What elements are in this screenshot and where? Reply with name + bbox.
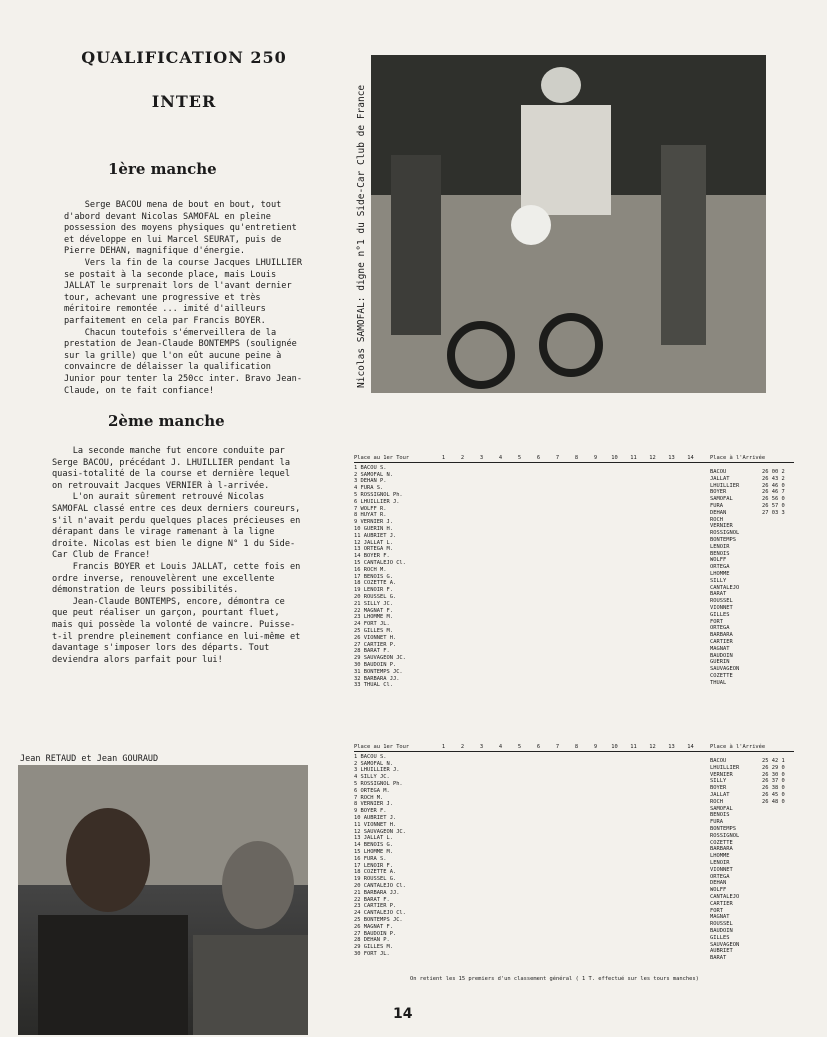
arrival-time: 26 56 0 <box>762 496 785 503</box>
rider-name: 26 MAGNAT F. <box>354 923 393 930</box>
arrival-name: ROSSIGNOL <box>710 832 740 839</box>
arrival-name: ROCH <box>710 516 723 523</box>
arrival-time <box>762 523 802 530</box>
arrival-time <box>762 625 802 632</box>
arrival-time: 26 46 0 <box>762 482 785 489</box>
lap-head: 8 <box>574 455 579 461</box>
arrival-time <box>762 578 802 585</box>
rider-name: 10 GUERIN H. <box>354 525 393 532</box>
arrival-time <box>762 928 802 935</box>
arrival-row <box>710 517 802 524</box>
arrival-row <box>710 612 802 619</box>
arrival-row <box>710 853 802 860</box>
rider-name: 15 LHOMME M. <box>354 848 393 855</box>
photo-2-caption: Jean RETAUD et Jean GOURAUD <box>20 754 159 764</box>
arrival-time <box>762 840 802 847</box>
lap-head: 5 <box>517 744 522 750</box>
rider-name: 33 THUAL Cl. <box>354 682 393 689</box>
rider-name: 11 AUBRIET J. <box>354 532 397 539</box>
page-number: 14 <box>393 1006 413 1022</box>
arrival-time: 26 37 0 <box>762 778 785 785</box>
arrival-time: 26 00 2 <box>762 469 785 475</box>
arrival-name: CARTIER <box>710 900 733 907</box>
arrival-name: GILLES <box>710 934 730 941</box>
arrival-row <box>710 908 802 915</box>
heading-manche-2: 2ème manche <box>108 412 225 430</box>
rider-name: 2 SAMOFAL N. <box>354 760 393 767</box>
arrival-time <box>762 646 802 653</box>
arrival-row <box>710 680 802 687</box>
arrival-name: ORTEGA <box>710 873 730 880</box>
arrival-time <box>762 874 802 881</box>
lap-head: 4 <box>498 744 503 750</box>
rider-name: 22 BARAT F. <box>354 896 390 903</box>
arrival-name: BENOIS <box>710 550 730 557</box>
arrival-time: 25 42 1 <box>762 758 785 764</box>
arrival-row <box>710 935 802 942</box>
arrival-name: SAUVAGEON <box>710 666 740 673</box>
rider-name: 25 GILLES M. <box>354 627 393 634</box>
rider-name: 25 BONTEMPS JC. <box>354 916 403 923</box>
arrival-row <box>710 826 802 833</box>
arrival-time <box>762 619 802 626</box>
arrival-name: WOLFF <box>710 557 727 564</box>
arrival-row <box>710 867 802 874</box>
arrival-row <box>710 880 802 887</box>
paragraph-manche-1: Serge BACOU mena de bout en bout, tout d'abord devant Nicolas SAMOFAL en pleine possession des moyens physiques qu'entretient et développe en lui Marcel SEURAT, puis de Pierre DEHAN, magnifique d'énergie. Vers la fin de la course Jacques LHUILLIER se postait à la seconde place, mais Louis JALLAT le surprenait lors de l'avant dernier tour, achevant une progressive et très méritoire remontée ... imité d'ailleurs parfaitement en cela par Francis BOYER. Chacun toutefois s'émerveillera de la prestation de Jean-Claude BONTEMPS (soulignée sur la grille) que l'on eût aucune peine à convaincre de délaisser la qualification Junior pour tenter la 250cc inter. Bravo Jean-Claude, on te fait confiance! <box>64 200 303 396</box>
arrival-name: LHUILLIER <box>710 482 740 489</box>
rider-name: 6 ORTEGA M. <box>354 787 390 794</box>
rider-name: 12 SAUVAGEON JC. <box>354 828 406 835</box>
rider-name: 29 GILLES M. <box>354 944 393 951</box>
lap-head: 3 <box>479 455 484 461</box>
arrival-name: CARTIER <box>710 638 733 645</box>
table-2-header-first: Place au 1er Tour <box>354 744 410 750</box>
arrival-time <box>762 680 802 687</box>
arrival-name: VIONNET <box>710 604 733 611</box>
arrival-name: BARBARA <box>710 846 733 853</box>
rider-name: 1 BACOU S. <box>354 753 387 760</box>
rider-name: 31 BONTEMPS JC. <box>354 668 403 675</box>
arrival-name: VIONNET <box>710 866 733 873</box>
lap-head: 12 <box>649 744 656 750</box>
arrival-name: SAMOFAL <box>710 805 733 812</box>
arrival-name: ROCH <box>710 798 723 805</box>
arrival-row <box>710 799 802 806</box>
arrival-time: 26 48 0 <box>762 798 785 805</box>
arrival-time <box>762 632 802 639</box>
arrival-row <box>710 653 802 660</box>
arrival-name: VERNIER <box>710 771 733 778</box>
arrival-row <box>710 894 802 901</box>
rider-name: 6 LHUILLIER J. <box>354 498 400 505</box>
rider-name: 18 COZETTE A. <box>354 580 397 587</box>
arrival-row <box>710 571 802 578</box>
rider-name: 23 LHOMME M. <box>354 614 393 621</box>
arrival-name: BONTEMPS <box>710 825 736 832</box>
rider-name: 14 BOYER F. <box>354 553 390 560</box>
rider-name: 28 BARAT F. <box>354 648 390 655</box>
rider-name: 20 ROUSSEL G. <box>354 593 397 600</box>
arrival-time: 26 30 0 <box>762 771 785 778</box>
arrival-head: Place à l'Arrivée <box>710 455 766 461</box>
arrival-name: FURA <box>710 819 723 826</box>
rider-name: 23 CARTIER P. <box>354 903 397 910</box>
arrival-time <box>762 853 802 860</box>
arrival-row <box>710 772 802 779</box>
arrival-time <box>762 557 802 564</box>
arrival-row <box>710 792 802 799</box>
arrival-time <box>762 846 802 853</box>
arrival-name: FURA <box>710 502 723 509</box>
rider-name: 1 BACOU S. <box>354 464 387 471</box>
arrival-time <box>762 812 802 819</box>
rider-name: 9 VERNIER J. <box>354 519 393 526</box>
rider-name: 11 VIONNET H. <box>354 821 397 828</box>
arrival-time <box>762 605 802 612</box>
lap-head: 13 <box>668 455 675 461</box>
arrival-row <box>710 469 802 476</box>
lap-head: 5 <box>517 455 522 461</box>
rider-name: 27 CARTIER P. <box>354 641 397 648</box>
rider-name: 24 FORT JL. <box>354 621 390 628</box>
lap-head: 10 <box>611 455 618 461</box>
arrival-row <box>710 874 802 881</box>
arrival-name: BAUDOIN <box>710 927 733 934</box>
arrival-row <box>710 632 802 639</box>
arrival-name: GUERIN <box>710 659 730 666</box>
arrival-name: MAGNAT <box>710 645 730 652</box>
arrival-head: Place à l'Arrivée <box>710 744 766 750</box>
rider-name: 7 ROCH M. <box>354 794 384 801</box>
arrival-row <box>710 591 802 598</box>
lap-head: 6 <box>536 455 541 461</box>
lap-head: 9 <box>593 455 598 461</box>
arrival-row <box>710 887 802 894</box>
arrival-list-1 <box>710 469 802 687</box>
rider-name: 28 DEHAN P. <box>354 937 390 944</box>
rider-name: 27 BAUDOIN P. <box>354 930 397 937</box>
rider-name: 8 HUYAT R. <box>354 512 387 519</box>
lap-head: 12 <box>649 455 656 461</box>
arrival-time <box>762 564 802 571</box>
arrival-row <box>710 489 802 496</box>
arrival-name: BONTEMPS <box>710 536 736 543</box>
arrival-time: 27 03 3 <box>762 509 785 516</box>
arrival-row <box>710 778 802 785</box>
arrival-time: 26 29 0 <box>762 764 785 771</box>
rider-name: 14 BENOIS G. <box>354 842 393 849</box>
arrival-row <box>710 625 802 632</box>
rider-name: 19 LENOIR F. <box>354 587 393 594</box>
rider-name: 13 ORTEGA M. <box>354 546 393 553</box>
arrival-name: ORTEGA <box>710 564 730 571</box>
arrival-row <box>710 785 802 792</box>
arrival-name: BACOU <box>710 469 727 475</box>
heading-manche-1: 1ère manche <box>108 160 217 178</box>
rider-name: 18 COZETTE A. <box>354 869 397 876</box>
arrival-name: ORTEGA <box>710 625 730 632</box>
lap-head: 2 <box>460 455 465 461</box>
rider-name: 26 VIONNET H. <box>354 634 397 641</box>
lap-head: 1 <box>441 455 446 461</box>
arrival-row <box>710 496 802 503</box>
arrival-time: 26 45 0 <box>762 791 785 798</box>
arrival-row <box>710 646 802 653</box>
arrival-time <box>762 591 802 598</box>
arrival-name: BAUDOIN <box>710 652 733 659</box>
arrival-name: BARBARA <box>710 632 733 639</box>
arrival-row <box>710 557 802 564</box>
rider-name: 12 JALLAT L. <box>354 539 393 546</box>
title-line-1: QUALIFICATION 250 <box>81 48 287 67</box>
rider-name: 3 DEHAN P. <box>354 478 387 485</box>
arrival-time <box>762 673 802 680</box>
arrival-row <box>710 673 802 680</box>
lap-head: 11 <box>630 744 637 750</box>
lap-head: 7 <box>555 744 560 750</box>
arrival-row <box>710 510 802 517</box>
photo-1-caption: Nicolas SAMOFAL: digne n°1 du Side-Car Club de France <box>356 84 367 388</box>
arrival-name: BOYER <box>710 785 727 792</box>
arrival-row <box>710 765 802 772</box>
lap-head: 9 <box>593 744 598 750</box>
arrival-name: FORT <box>710 618 723 625</box>
lap-head: 14 <box>687 455 694 461</box>
arrival-name: JALLAT <box>710 791 730 798</box>
arrival-time <box>762 935 802 942</box>
table-footnote: On retient les 15 premiers d'un classement général ( 1 T. effectué sur les tours manches) <box>410 976 699 982</box>
rider-name: 16 ROCH M. <box>354 566 387 573</box>
rider-name: 4 FURA S. <box>354 485 384 492</box>
lap-head: 1 <box>441 744 446 750</box>
rider-name: 10 AUBRIET J. <box>354 814 397 821</box>
arrival-name: MAGNAT <box>710 914 730 921</box>
arrival-name: JALLAT <box>710 475 730 482</box>
arrival-row <box>710 860 802 867</box>
lap-head: 3 <box>479 744 484 750</box>
lap-head: 4 <box>498 455 503 461</box>
arrival-name: LENOIR <box>710 543 730 550</box>
rider-name: 32 BARBARA JJ. <box>354 675 400 682</box>
rider-name: 2 SAMOFAL N. <box>354 471 393 478</box>
arrival-time <box>762 921 802 928</box>
rider-name: 20 CANTALEJO Cl. <box>354 882 406 889</box>
rider-name: 30 BAUDOIN P. <box>354 661 397 668</box>
arrival-name: CANTALEJO <box>710 584 740 591</box>
arrival-row <box>710 914 802 921</box>
rider-name: 5 ROSSIGNOL Ph. <box>354 491 403 498</box>
motocross-photo <box>371 55 766 393</box>
lap-head: 14 <box>687 744 694 750</box>
arrival-row <box>710 942 802 949</box>
arrival-time <box>762 880 802 887</box>
arrival-time <box>762 551 802 558</box>
rider-name: 21 SILLY JC. <box>354 600 393 607</box>
arrival-row <box>710 758 802 765</box>
lap-head: 7 <box>555 455 560 461</box>
arrival-name: GILLES <box>710 611 730 618</box>
arrival-name: SAMOFAL <box>710 496 733 503</box>
rider-name: 17 LENOIR F. <box>354 862 393 869</box>
arrival-time <box>762 942 802 949</box>
arrival-time <box>762 639 802 646</box>
arrival-name: DEHAN <box>710 509 727 516</box>
arrival-row <box>710 598 802 605</box>
rider-name: 15 CANTALEJO Cl. <box>354 559 406 566</box>
rider-name: 17 BENOIS G. <box>354 573 393 580</box>
arrival-time <box>762 517 802 524</box>
rider-name: 5 ROSSIGNOL Ph. <box>354 780 403 787</box>
rider-name: 7 WOLFF R. <box>354 505 387 512</box>
arrival-time <box>762 530 802 537</box>
paragraph-manche-2: La seconde manche fut encore conduite par Serge BACOU, précédant J. LHUILLIER pendant la quasi-totalité de la course et dernière lequel on retrouvait Jacques VERNIER à l-arrivée. L'on aurait sûrement retrouvé Nicolas SAMOFAL classé entre ces deux derniers coureurs, s'il n'avait perdu quelques places précieuses en dérapant dans le virage ramenant à la ligne droite. Nicolas est bien le digne N° 1 du Side-Car Club de France! Francis BOYER et Louis JALLAT, cette fois en ordre inverse, renouvelèrent une excellente démonstration de leurs possibilités. Jean-Claude BONTEMPS, encore, démontra ce que peut réaliser un garçon, pourtant fluet, mais qui possède la volonté de vaincre. Puisse-t-il prendre pleinement confiance en lui-même et davantage s'imposer lors des départs. Tout deviendra alors parfait pour lui! <box>52 446 301 665</box>
arrival-time <box>762 537 802 544</box>
arrival-name: SILLY <box>710 778 727 785</box>
arrival-name: COZETTE <box>710 839 733 846</box>
arrival-row <box>710 551 802 558</box>
arrival-name: COZETTE <box>710 672 733 679</box>
rider-name: 9 BOYER F. <box>354 808 387 815</box>
arrival-name: FORT <box>710 907 723 914</box>
arrival-row <box>710 666 802 673</box>
rider-name: 3 LHUILLIER J. <box>354 767 400 774</box>
arrival-row <box>710 483 802 490</box>
arrival-time <box>762 612 802 619</box>
lap-head: 8 <box>574 744 579 750</box>
rider-name: 22 MAGNAT F. <box>354 607 393 614</box>
arrival-row <box>710 639 802 646</box>
arrival-row <box>710 948 802 955</box>
arrival-row <box>710 476 802 483</box>
arrival-name: BACOU <box>710 758 727 764</box>
rider-name: 16 FURA S. <box>354 855 387 862</box>
portrait-photo <box>18 765 308 1035</box>
arrival-name: BARAT <box>710 955 727 962</box>
rider-name: 30 FORT JL. <box>354 950 390 957</box>
arrival-time <box>762 901 802 908</box>
arrival-time: 26 38 0 <box>762 785 785 792</box>
arrival-name: ROUSSEL <box>710 598 733 605</box>
rider-name: 13 JALLAT L. <box>354 835 393 842</box>
arrival-time <box>762 955 802 962</box>
arrival-time <box>762 571 802 578</box>
arrival-row <box>710 659 802 666</box>
arrival-name: CANTALEJO <box>710 893 740 900</box>
arrival-time <box>762 914 802 921</box>
arrival-time <box>762 653 802 660</box>
arrival-time <box>762 585 802 592</box>
arrival-row <box>710 564 802 571</box>
arrival-time <box>762 833 802 840</box>
arrival-name: LHOMME <box>710 853 730 860</box>
arrival-time <box>762 860 802 867</box>
arrival-row <box>710 530 802 537</box>
lap-head: 6 <box>536 744 541 750</box>
arrival-row <box>710 503 802 510</box>
table-2-header <box>354 744 794 752</box>
arrival-row <box>710 812 802 819</box>
arrival-time <box>762 659 802 666</box>
arrival-name: DEHAN <box>710 880 727 887</box>
rider-name: 24 CANTALEJO Cl. <box>354 910 406 917</box>
arrival-name: WOLFF <box>710 887 727 894</box>
rider-name: 21 BARBARA JJ. <box>354 889 400 896</box>
arrival-name: LHOMME <box>710 570 730 577</box>
rider-name: 4 SILLY JC. <box>354 774 390 781</box>
arrival-row <box>710 928 802 935</box>
arrival-list-2 <box>710 758 802 962</box>
arrival-name: ROSSIGNOL <box>710 530 740 537</box>
title-line-2: INTER <box>151 92 217 111</box>
table-1-header-first: Place au 1er Tour <box>354 455 410 461</box>
arrival-row <box>710 578 802 585</box>
lap-head: 11 <box>630 455 637 461</box>
arrival-time: 26 57 0 <box>762 502 785 509</box>
lap-head: 13 <box>668 744 675 750</box>
arrival-time <box>762 826 802 833</box>
arrival-name: BENOIS <box>710 812 730 819</box>
arrival-row <box>710 806 802 813</box>
arrival-time <box>762 806 802 813</box>
arrival-time <box>762 598 802 605</box>
rider-name: 19 ROUSSEL G. <box>354 876 397 883</box>
lap-head: 10 <box>611 744 618 750</box>
arrival-name: AUBRIET <box>710 948 733 955</box>
arrival-name: ROUSSEL <box>710 921 733 928</box>
arrival-row <box>710 605 802 612</box>
arrival-row <box>710 523 802 530</box>
arrival-name: LHUILLIER <box>710 764 740 771</box>
arrival-name: BOYER <box>710 489 727 496</box>
arrival-row <box>710 537 802 544</box>
arrival-time: 26 43 2 <box>762 475 785 482</box>
arrival-row <box>710 833 802 840</box>
arrival-time <box>762 908 802 915</box>
arrival-name: THUAL <box>710 679 727 686</box>
table-1-header <box>354 455 794 463</box>
arrival-name: VERNIER <box>710 523 733 530</box>
rider-name: 29 SAUVAGEON JC. <box>354 655 406 662</box>
arrival-row <box>710 901 802 908</box>
arrival-row <box>710 921 802 928</box>
arrival-time <box>762 887 802 894</box>
arrival-time <box>762 819 802 826</box>
lap-head: 2 <box>460 744 465 750</box>
arrival-time <box>762 948 802 955</box>
arrival-row <box>710 544 802 551</box>
arrival-row <box>710 846 802 853</box>
arrival-row <box>710 619 802 626</box>
arrival-time <box>762 544 802 551</box>
arrival-row <box>710 585 802 592</box>
arrival-row <box>710 840 802 847</box>
arrival-name: LENOIR <box>710 859 730 866</box>
arrival-name: SILLY <box>710 577 727 584</box>
arrival-time: 26 46 7 <box>762 489 785 496</box>
rider-name: 8 VERNIER J. <box>354 801 393 808</box>
arrival-row <box>710 819 802 826</box>
arrival-time <box>762 666 802 673</box>
arrival-time <box>762 894 802 901</box>
arrival-time <box>762 867 802 874</box>
arrival-name: SAUVAGEON <box>710 941 740 948</box>
arrival-row <box>710 955 802 962</box>
arrival-name: BARAT <box>710 591 727 598</box>
